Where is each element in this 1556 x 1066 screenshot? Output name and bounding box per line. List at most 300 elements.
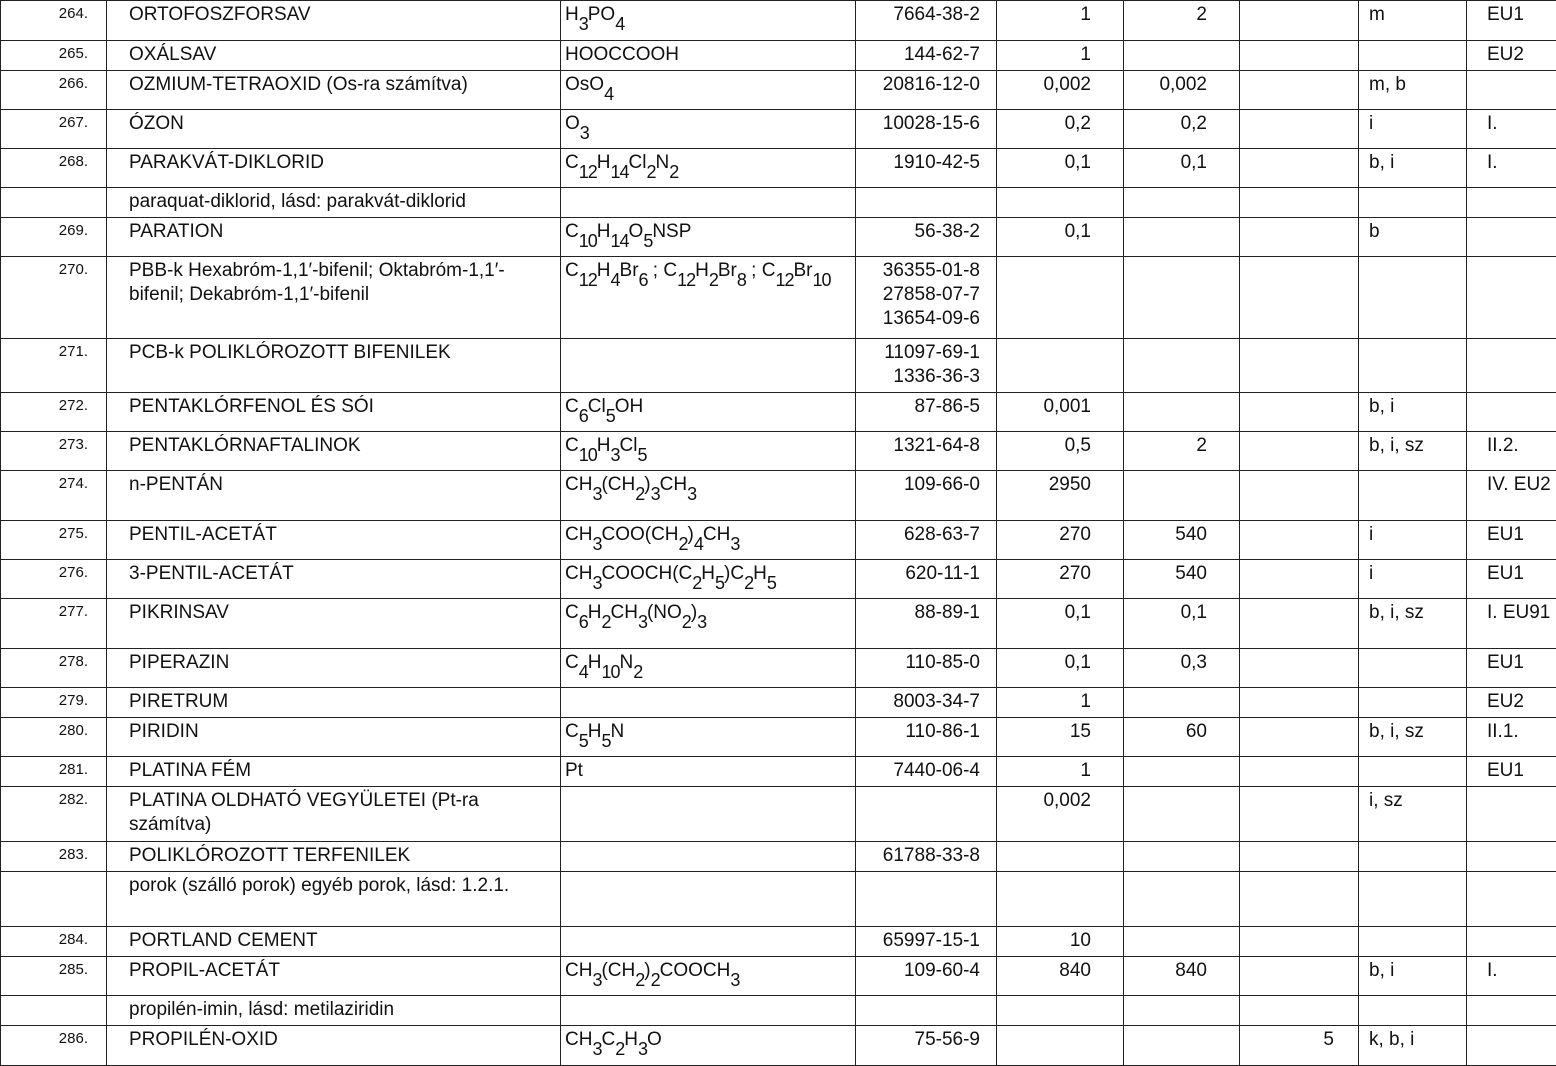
row-number: 271. bbox=[1, 339, 107, 393]
limit-value-2 bbox=[1124, 257, 1240, 339]
formula-part: C bbox=[565, 602, 579, 623]
formula-subscript: 5 bbox=[606, 406, 615, 426]
substance-name: porok (szálló porok) egyéb porok, lásd: 1.2.1. bbox=[107, 872, 561, 927]
cas-number: 88-89-1 bbox=[856, 599, 997, 649]
chemical-formula bbox=[561, 257, 856, 339]
cas-number: 10028-15-6 bbox=[856, 110, 997, 149]
row-number: 270. bbox=[1, 257, 107, 339]
formula-part: C bbox=[601, 1029, 615, 1050]
table-row bbox=[1, 1026, 1556, 1066]
formula-subscript: 2 bbox=[744, 573, 753, 593]
formula-part: O bbox=[629, 221, 644, 242]
formula-part: ; C bbox=[746, 260, 776, 281]
formula-subscript: 5 bbox=[637, 445, 646, 465]
formula-text bbox=[565, 44, 679, 65]
substance-name: PLATINA OLDHATÓ VEGYÜLETEI (Pt-ra számítva) bbox=[107, 787, 561, 842]
chemical-formula bbox=[561, 599, 856, 649]
row-number: 268. bbox=[1, 149, 107, 188]
row-number: 275. bbox=[1, 521, 107, 560]
limit-value-2 bbox=[1124, 339, 1240, 393]
formula-subscript: 2 bbox=[633, 662, 642, 682]
table-row bbox=[1, 787, 1556, 842]
notes bbox=[1359, 688, 1467, 718]
chemical-formula bbox=[561, 649, 856, 688]
substance-name: n-PENTÁN bbox=[107, 471, 561, 521]
formula-subscript: 3 bbox=[592, 1039, 601, 1059]
formula-part: C bbox=[565, 721, 579, 742]
notes bbox=[1359, 339, 1467, 393]
reference: EU1 bbox=[1467, 1, 1556, 41]
notes: b, i bbox=[1359, 393, 1467, 432]
notes bbox=[1359, 257, 1467, 339]
table-row bbox=[1, 599, 1556, 649]
formula-subscript: 6 bbox=[579, 406, 588, 426]
limit-value-3 bbox=[1240, 149, 1359, 188]
table-row bbox=[1, 41, 1556, 71]
formula-subscript: 4 bbox=[694, 534, 703, 554]
row-number: 264. bbox=[1, 1, 107, 41]
notes bbox=[1359, 996, 1467, 1026]
formula-text bbox=[565, 152, 678, 173]
formula-subscript: 3 bbox=[592, 573, 601, 593]
limit-value-1: 0,1 bbox=[997, 599, 1124, 649]
limit-value-3 bbox=[1240, 393, 1359, 432]
formula-subscript: 2 bbox=[635, 970, 644, 990]
row-number: 272. bbox=[1, 393, 107, 432]
reference: II.1. bbox=[1467, 718, 1556, 757]
row-number: 280. bbox=[1, 718, 107, 757]
formula-subscript: 14 bbox=[611, 231, 629, 251]
notes bbox=[1359, 927, 1467, 957]
cas-number bbox=[856, 872, 997, 927]
substance-name: ÓZON bbox=[107, 110, 561, 149]
formula-part: C bbox=[565, 221, 579, 242]
table-row bbox=[1, 149, 1556, 188]
limit-value-3 bbox=[1240, 757, 1359, 787]
formula-text bbox=[565, 113, 589, 134]
limit-value-1: 10 bbox=[997, 927, 1124, 957]
chemical-formula bbox=[561, 471, 856, 521]
chemical-formula bbox=[561, 1026, 856, 1066]
formula-subscript: 4 bbox=[615, 14, 624, 34]
limit-value-1: 840 bbox=[997, 957, 1124, 996]
formula-part: Br bbox=[793, 260, 812, 281]
reference bbox=[1467, 71, 1556, 110]
chemical-formula bbox=[561, 339, 856, 393]
limit-value-2: 0,1 bbox=[1124, 599, 1240, 649]
formula-text bbox=[565, 721, 624, 742]
substance-name: PCB-k POLIKLÓROZOTT BIFENILEK bbox=[107, 339, 561, 393]
formula-subscript: 2 bbox=[682, 612, 691, 632]
cas-number: 144-62-7 bbox=[856, 41, 997, 71]
formula-part: CH bbox=[611, 602, 638, 623]
reference bbox=[1467, 872, 1556, 927]
formula-part: Cl bbox=[588, 396, 606, 417]
formula-part: H bbox=[597, 435, 611, 456]
limit-value-1: 0,002 bbox=[997, 71, 1124, 110]
formula-subscript: 4 bbox=[611, 270, 620, 290]
chemical-formula bbox=[561, 927, 856, 957]
table-row bbox=[1, 110, 1556, 149]
formula-part: ; C bbox=[648, 260, 678, 281]
formula-part: O bbox=[565, 113, 580, 134]
formula-part: C bbox=[565, 435, 579, 456]
formula-subscript: 2 bbox=[646, 162, 655, 182]
row-number: 273. bbox=[1, 432, 107, 471]
row-number bbox=[1, 996, 107, 1026]
reference bbox=[1467, 927, 1556, 957]
limit-value-1 bbox=[997, 1026, 1124, 1066]
table-row bbox=[1, 218, 1556, 257]
table-row bbox=[1, 996, 1556, 1026]
formula-subscript: 2 bbox=[692, 573, 701, 593]
limit-value-3 bbox=[1240, 649, 1359, 688]
notes: m, b bbox=[1359, 71, 1467, 110]
formula-text bbox=[565, 474, 696, 495]
notes: i, sz bbox=[1359, 787, 1467, 842]
row-number bbox=[1, 872, 107, 927]
cas-number: 628-63-7 bbox=[856, 521, 997, 560]
limit-value-2 bbox=[1124, 787, 1240, 842]
limit-value-3 bbox=[1240, 787, 1359, 842]
limit-value-3 bbox=[1240, 218, 1359, 257]
table-row bbox=[1, 471, 1556, 521]
substance-name: PENTAKLÓRFENOL ÉS SÓI bbox=[107, 393, 561, 432]
chemical-formula bbox=[561, 688, 856, 718]
cas-number bbox=[856, 188, 997, 218]
formula-part: CH bbox=[565, 474, 592, 495]
cas-number: 110-85-0 bbox=[856, 649, 997, 688]
limit-value-3 bbox=[1240, 872, 1359, 927]
formula-part: N bbox=[620, 652, 634, 673]
limit-value-3: 5 bbox=[1240, 1026, 1359, 1066]
table-row bbox=[1, 432, 1556, 471]
notes bbox=[1359, 41, 1467, 71]
cas-number: 20816-12-0 bbox=[856, 71, 997, 110]
reference bbox=[1467, 996, 1556, 1026]
row-number: 274. bbox=[1, 471, 107, 521]
formula-subscript: 3 bbox=[697, 612, 706, 632]
formula-subscript: 3 bbox=[580, 123, 589, 143]
reference bbox=[1467, 842, 1556, 872]
formula-part: )C bbox=[724, 563, 744, 584]
reference bbox=[1467, 188, 1556, 218]
cas-number: 7664-38-2 bbox=[856, 1, 997, 41]
reference: IV. EU2 bbox=[1467, 471, 1556, 521]
cas-number bbox=[856, 787, 997, 842]
limit-value-2 bbox=[1124, 927, 1240, 957]
limit-value-2: 0,3 bbox=[1124, 649, 1240, 688]
limit-value-3 bbox=[1240, 471, 1359, 521]
limit-value-3 bbox=[1240, 71, 1359, 110]
limit-value-1: 0,002 bbox=[997, 787, 1124, 842]
formula-subscript: 14 bbox=[611, 162, 629, 182]
reference bbox=[1467, 339, 1556, 393]
formula-subscript: 8 bbox=[737, 270, 746, 290]
substance-name: PROPIL-ACETÁT bbox=[107, 957, 561, 996]
limit-value-3 bbox=[1240, 41, 1359, 71]
table-row bbox=[1, 872, 1556, 927]
table-row bbox=[1, 393, 1556, 432]
formula-part: NSP bbox=[652, 221, 691, 242]
substance-name: PBB-k Hexabróm-1,1′-bifenil; Oktabróm-1,1′-bifenil; Dekabróm-1,1′-bifenil bbox=[107, 257, 561, 339]
limit-value-1: 0,1 bbox=[997, 649, 1124, 688]
formula-part: OsO bbox=[565, 74, 604, 95]
formula-subscript: 10 bbox=[601, 662, 619, 682]
substance-name: OZMIUM-TETRAOXID (Os-ra számítva) bbox=[107, 71, 561, 110]
chemical-formula bbox=[561, 996, 856, 1026]
limit-value-2 bbox=[1124, 996, 1240, 1026]
row-number: 285. bbox=[1, 957, 107, 996]
formula-text bbox=[565, 1029, 662, 1050]
substance-name: PIPERAZIN bbox=[107, 649, 561, 688]
notes: b, i, sz bbox=[1359, 718, 1467, 757]
formula-subscript: 2 bbox=[651, 970, 660, 990]
row-number bbox=[1, 188, 107, 218]
formula-part: H bbox=[597, 152, 611, 173]
chemical-formula bbox=[561, 71, 856, 110]
cas-number: 61788-33-8 bbox=[856, 842, 997, 872]
row-number: 277. bbox=[1, 599, 107, 649]
cas-number: 110-86-1 bbox=[856, 718, 997, 757]
formula-part: OH bbox=[615, 396, 644, 417]
substance-name: PORTLAND CEMENT bbox=[107, 927, 561, 957]
formula-subscript: 2 bbox=[679, 534, 688, 554]
row-number: 278. bbox=[1, 649, 107, 688]
row-number: 286. bbox=[1, 1026, 107, 1066]
notes: i bbox=[1359, 521, 1467, 560]
formula-part: N bbox=[656, 152, 670, 173]
formula-subscript: 3 bbox=[638, 612, 647, 632]
chemical-formula bbox=[561, 560, 856, 599]
limit-value-2 bbox=[1124, 842, 1240, 872]
table-row bbox=[1, 521, 1556, 560]
formula-subscript: 12 bbox=[775, 270, 793, 290]
limit-value-2 bbox=[1124, 188, 1240, 218]
chemical-formula bbox=[561, 1, 856, 41]
limit-value-2 bbox=[1124, 1026, 1240, 1066]
limit-value-1: 270 bbox=[997, 560, 1124, 599]
formula-part: CH bbox=[565, 563, 592, 584]
formula-part: N bbox=[611, 721, 625, 742]
formula-subscript: 5 bbox=[601, 731, 610, 751]
formula-subscript: 2 bbox=[709, 270, 718, 290]
cas-number: 109-66-0 bbox=[856, 471, 997, 521]
chemical-formula bbox=[561, 218, 856, 257]
formula-part: Pt bbox=[565, 760, 583, 781]
formula-text bbox=[565, 524, 739, 545]
limit-value-1: 270 bbox=[997, 521, 1124, 560]
limit-value-3 bbox=[1240, 339, 1359, 393]
formula-subscript: 3 bbox=[592, 534, 601, 554]
formula-subscript: 3 bbox=[651, 484, 660, 504]
substance-name: propilén-imin, lásd: metilaziridin bbox=[107, 996, 561, 1026]
formula-part: Cl bbox=[620, 435, 638, 456]
formula-text bbox=[565, 435, 646, 456]
table-row bbox=[1, 339, 1556, 393]
limit-value-2: 2 bbox=[1124, 432, 1240, 471]
reference bbox=[1467, 1026, 1556, 1066]
substance-name: PARAKVÁT-DIKLORID bbox=[107, 149, 561, 188]
substance-name: PLATINA FÉM bbox=[107, 757, 561, 787]
formula-part: Br bbox=[620, 260, 639, 281]
notes: b bbox=[1359, 218, 1467, 257]
row-number: 282. bbox=[1, 787, 107, 842]
limit-value-2 bbox=[1124, 41, 1240, 71]
limit-value-3 bbox=[1240, 957, 1359, 996]
formula-subscript: 2 bbox=[635, 484, 644, 504]
limit-value-3 bbox=[1240, 560, 1359, 599]
notes: b, i bbox=[1359, 957, 1467, 996]
chemical-formula bbox=[561, 41, 856, 71]
notes bbox=[1359, 188, 1467, 218]
formula-subscript: 10 bbox=[579, 231, 597, 251]
formula-part: (CH bbox=[601, 474, 635, 495]
reference: EU1 bbox=[1467, 757, 1556, 787]
formula-part: H bbox=[588, 652, 602, 673]
table-row bbox=[1, 718, 1556, 757]
formula-subscript: 5 bbox=[767, 573, 776, 593]
formula-subscript: 10 bbox=[812, 270, 830, 290]
substance-name: PIKRINSAV bbox=[107, 599, 561, 649]
limit-value-2 bbox=[1124, 393, 1240, 432]
formula-text bbox=[565, 760, 583, 781]
formula-subscript: 4 bbox=[604, 84, 613, 104]
formula-text bbox=[565, 396, 643, 417]
limit-value-1: 2950 bbox=[997, 471, 1124, 521]
formula-part: (NO bbox=[647, 602, 682, 623]
row-number: 267. bbox=[1, 110, 107, 149]
formula-subscript: 6 bbox=[579, 612, 588, 632]
chemical-formula bbox=[561, 842, 856, 872]
formula-part: ) bbox=[644, 474, 650, 495]
formula-subscript: 6 bbox=[639, 270, 648, 290]
limit-value-3 bbox=[1240, 188, 1359, 218]
limit-value-3 bbox=[1240, 688, 1359, 718]
formula-subscript: 12 bbox=[579, 162, 597, 182]
reference: I. bbox=[1467, 110, 1556, 149]
chemical-formula bbox=[561, 872, 856, 927]
formula-part: C bbox=[565, 152, 579, 173]
reference: EU1 bbox=[1467, 521, 1556, 560]
formula-subscript: 4 bbox=[579, 662, 588, 682]
table-row bbox=[1, 649, 1556, 688]
chemical-formula bbox=[561, 110, 856, 149]
cas-number: 65997-15-1 bbox=[856, 927, 997, 957]
formula-text bbox=[565, 602, 706, 623]
reference: EU1 bbox=[1467, 560, 1556, 599]
formula-text bbox=[565, 563, 776, 584]
table-body bbox=[1, 1, 1556, 1066]
limit-value-2: 60 bbox=[1124, 718, 1240, 757]
cas-number: 11097-69-1 1336-36-3 bbox=[856, 339, 997, 393]
formula-part: H bbox=[588, 602, 602, 623]
formula-part: C bbox=[565, 396, 579, 417]
chemical-formula bbox=[561, 149, 856, 188]
table-row bbox=[1, 560, 1556, 599]
substance-name: PENTAKLÓRNAFTALINOK bbox=[107, 432, 561, 471]
limit-value-3 bbox=[1240, 432, 1359, 471]
formula-part: (CH bbox=[601, 960, 635, 981]
table-row bbox=[1, 1, 1556, 41]
formula-part: CH bbox=[565, 1029, 592, 1050]
formula-part: CH bbox=[565, 960, 592, 981]
notes: b, i, sz bbox=[1359, 599, 1467, 649]
formula-part: COOCH bbox=[660, 960, 731, 981]
reference bbox=[1467, 257, 1556, 339]
cas-number: 109-60-4 bbox=[856, 957, 997, 996]
limit-value-1 bbox=[997, 257, 1124, 339]
row-number: 276. bbox=[1, 560, 107, 599]
limit-value-3 bbox=[1240, 1, 1359, 41]
limit-value-1 bbox=[997, 842, 1124, 872]
formula-part: H bbox=[624, 1029, 638, 1050]
formula-subscript: 3 bbox=[592, 484, 601, 504]
limit-value-2: 2 bbox=[1124, 1, 1240, 41]
notes bbox=[1359, 471, 1467, 521]
formula-part: H bbox=[565, 4, 579, 25]
notes bbox=[1359, 649, 1467, 688]
notes: i bbox=[1359, 560, 1467, 599]
formula-part: COO(CH bbox=[601, 524, 678, 545]
limit-value-1: 1 bbox=[997, 757, 1124, 787]
notes: i bbox=[1359, 110, 1467, 149]
formula-subscript: 10 bbox=[579, 445, 597, 465]
formula-subscript: 3 bbox=[638, 1039, 647, 1059]
substance-name: PIRIDIN bbox=[107, 718, 561, 757]
limit-value-2 bbox=[1124, 757, 1240, 787]
limit-value-1 bbox=[997, 188, 1124, 218]
substance-name: PARATION bbox=[107, 218, 561, 257]
reference: II.2. bbox=[1467, 432, 1556, 471]
formula-text bbox=[565, 4, 624, 25]
cas-number: 1910-42-5 bbox=[856, 149, 997, 188]
table-row bbox=[1, 957, 1556, 996]
formula-part: PO bbox=[588, 4, 615, 25]
limit-value-1: 1 bbox=[997, 41, 1124, 71]
chemical-formula bbox=[561, 718, 856, 757]
limit-value-1 bbox=[997, 996, 1124, 1026]
notes: b, i, sz bbox=[1359, 432, 1467, 471]
formula-part: CH bbox=[565, 524, 592, 545]
formula-part: H bbox=[701, 563, 715, 584]
formula-part: ) bbox=[688, 524, 694, 545]
limit-value-3 bbox=[1240, 718, 1359, 757]
formula-part: H bbox=[597, 260, 611, 281]
limit-value-3 bbox=[1240, 842, 1359, 872]
formula-part: C bbox=[565, 652, 579, 673]
reference: I. bbox=[1467, 149, 1556, 188]
formula-part: HOOCCOOH bbox=[565, 44, 679, 65]
substance-name: PENTIL-ACETÁT bbox=[107, 521, 561, 560]
table-row bbox=[1, 688, 1556, 718]
formula-part: ) bbox=[644, 960, 650, 981]
reference bbox=[1467, 218, 1556, 257]
notes: b, i bbox=[1359, 149, 1467, 188]
limit-value-3 bbox=[1240, 110, 1359, 149]
formula-text bbox=[565, 221, 691, 242]
row-number: 283. bbox=[1, 842, 107, 872]
row-number: 281. bbox=[1, 757, 107, 787]
reference: EU2 bbox=[1467, 688, 1556, 718]
cas-number: 36355-01-8 27858-07-7 13654-09-6 bbox=[856, 257, 997, 339]
formula-subscript: 2 bbox=[615, 1039, 624, 1059]
formula-part: CH bbox=[703, 524, 730, 545]
substance-name: paraquat-diklorid, lásd: parakvát-diklorid bbox=[107, 188, 561, 218]
row-number: 266. bbox=[1, 71, 107, 110]
limit-value-1: 0,1 bbox=[997, 149, 1124, 188]
row-number: 265. bbox=[1, 41, 107, 71]
